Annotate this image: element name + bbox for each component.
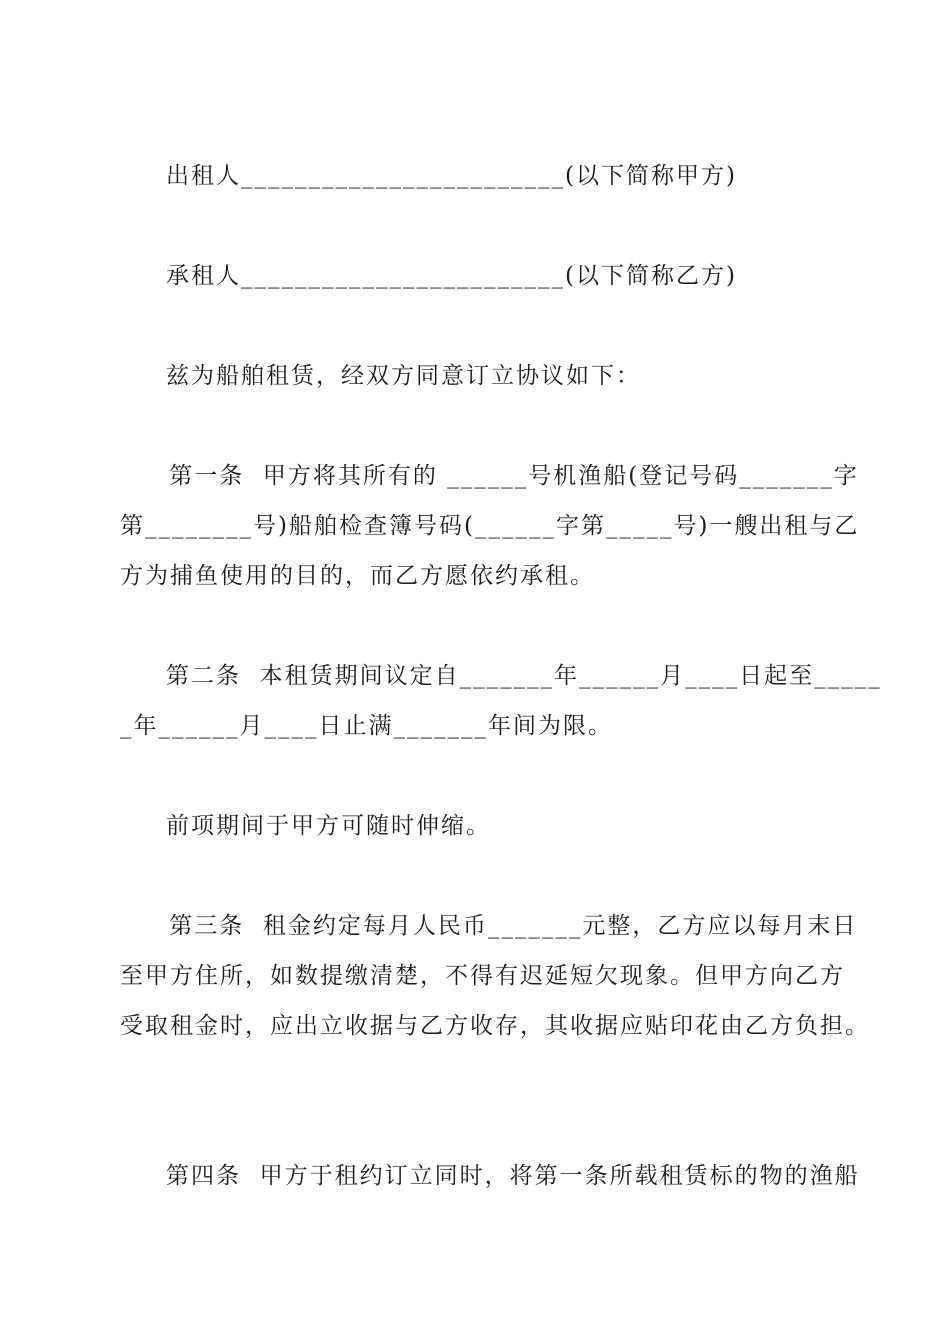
article2-line2: _年______月____日止满_______年间为限。	[120, 713, 613, 739]
article3-line2: 至甲方住所，如数提缴清楚，不得有迟延短欠现象。但甲方向乙方	[120, 963, 845, 989]
article3-line1: 第三条 租金约定每月人民币_______元整，乙方应以每月末日	[160, 913, 858, 939]
lessee-line: 承租人________________________(以下简称乙方)	[166, 263, 737, 289]
article1-line1: 第一条 甲方将其所有的 ______号机渔船(登记号码_______字	[160, 463, 859, 489]
lessor-line: 出租人________________________(以下简称甲方)	[166, 163, 737, 189]
intro-line: 兹为船舶租赁，经双方同意订立协议如下：	[166, 363, 641, 389]
article2-note: 前项期间于甲方可随时伸缩。	[166, 813, 491, 839]
article2-line1: 第二条 本租赁期间议定自_______年______月____日起至_____	[166, 663, 882, 689]
article1-line2: 第________号)船舶检查簿号码(______字第_____号)一艘出租与乙	[120, 513, 860, 539]
article3-line3: 受取租金时，应出立收据与乙方收存，其收据应贴印花由乙方负担。	[120, 1013, 870, 1039]
article1-line3: 方为捕鱼使用的目的，而乙方愿依约承租。	[120, 563, 595, 589]
article4-line1: 第四条 甲方于租约订立同时，将第一条所载租赁标的物的渔船	[166, 1163, 860, 1189]
